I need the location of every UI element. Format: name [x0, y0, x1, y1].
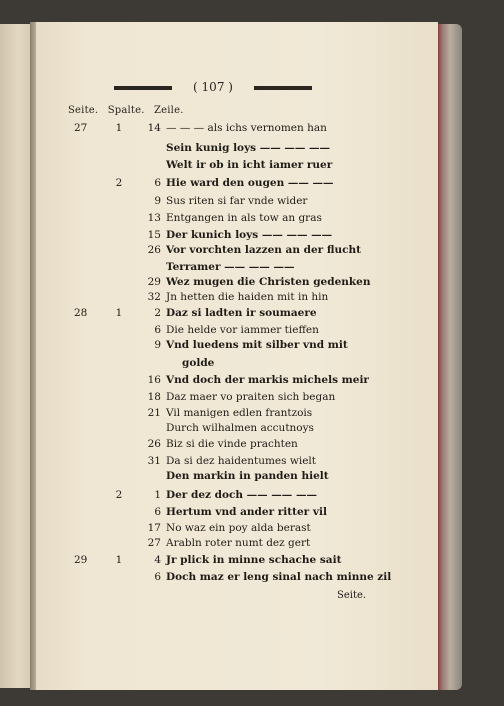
row-zeile: 18 — [147, 391, 161, 403]
index-row — [0, 339, 440, 356]
row-zeile: 6 — [154, 177, 161, 189]
row-zeile: 17 — [147, 522, 161, 534]
row-zeile: 26 — [147, 438, 161, 450]
row-seite: 29 — [74, 554, 88, 566]
row-text: Vnd doch der markis michels meir — [166, 374, 369, 386]
index-row — [0, 291, 440, 308]
row-text: No waz ein poy alda berast — [166, 522, 311, 534]
row-text: golde — [182, 357, 215, 369]
row-text: Daz si ladten ir soumaere — [166, 307, 317, 319]
index-row — [0, 159, 440, 176]
row-text: Welt ir ob in icht iamer ruer — [166, 159, 333, 171]
index-row — [0, 357, 440, 374]
row-text: Vor vorchten lazzen an der flucht — [166, 244, 361, 256]
row-spalte: 2 — [115, 177, 123, 189]
row-text: Vil manigen edlen frantzois — [166, 407, 313, 419]
row-text: Da si dez haidentumes wielt — [166, 455, 316, 467]
index-row — [0, 537, 440, 554]
index-row — [0, 177, 440, 194]
row-text: Entgangen in als tow an gras — [166, 212, 322, 224]
index-row — [0, 374, 440, 391]
index-row — [0, 195, 440, 212]
index-row — [0, 470, 440, 487]
row-spalte: 2 — [115, 489, 123, 501]
row-text: Terramer —— —— —— — [166, 261, 295, 273]
row-text: — — — als ichs vernomen han — [166, 122, 327, 134]
row-zeile: 2 — [154, 307, 161, 319]
row-zeile: 14 — [147, 122, 161, 134]
row-zeile: 26 — [147, 244, 161, 256]
row-zeile: 9 — [154, 195, 161, 207]
index-row — [0, 307, 440, 324]
index-row — [0, 554, 440, 571]
row-zeile: 15 — [147, 229, 161, 241]
row-text: Jn hetten die haiden mit in hin — [166, 291, 329, 303]
row-text: Vnd luedens mit silber vnd mit — [166, 339, 348, 351]
row-zeile: 6 — [154, 506, 161, 518]
header-seite: Seite. — [68, 105, 99, 116]
row-text: Der kunich loys —— —— —— — [166, 229, 333, 241]
row-text: Biz si die vinde prachten — [166, 438, 298, 450]
header-zeile: Zeile. — [154, 105, 184, 116]
row-text: Jr plick in minne schache sait — [166, 554, 342, 566]
row-zeile: 32 — [147, 291, 161, 303]
row-text: Doch maz er leng sinal nach minne zil — [166, 571, 392, 583]
header-rule-left — [114, 86, 172, 90]
column-headers — [68, 105, 184, 116]
index-row — [0, 244, 440, 261]
row-text: Sein kunig loys —— —— —— — [166, 142, 331, 154]
row-zeile: 29 — [147, 276, 161, 288]
row-text: Daz maer vo praiten sich began — [166, 391, 336, 403]
index-row — [0, 122, 440, 139]
row-text: Die helde vor iammer tieffen — [166, 324, 319, 336]
row-text: Hie ward den ougen —— —— — [166, 177, 334, 189]
row-zeile: 16 — [147, 374, 161, 386]
index-row — [0, 422, 440, 439]
row-text: Durch wilhalmen accutnoys — [166, 422, 314, 434]
row-zeile: 27 — [147, 537, 161, 549]
row-zeile: 1 — [154, 489, 161, 501]
index-row — [0, 391, 440, 408]
row-seite: 27 — [74, 122, 88, 134]
row-zeile: 31 — [147, 455, 161, 467]
row-zeile: 9 — [154, 339, 161, 351]
index-row — [0, 571, 440, 588]
header-spalte: Spalte. — [107, 105, 145, 116]
row-text: Sus riten si far vnde wider — [166, 195, 308, 207]
catchword: Seite. — [337, 590, 367, 601]
row-text: Hertum vnd ander ritter vil — [166, 506, 327, 518]
row-zeile: 6 — [154, 571, 161, 583]
row-zeile: 6 — [154, 324, 161, 336]
row-seite: 28 — [74, 307, 88, 319]
row-text: Den markin in panden hielt — [166, 470, 329, 482]
row-spalte: 1 — [115, 554, 123, 566]
index-row — [0, 438, 440, 455]
index-row — [0, 142, 440, 159]
index-row — [0, 506, 440, 523]
header-rule-right — [254, 86, 312, 90]
index-row — [0, 489, 440, 506]
row-zeile: 13 — [147, 212, 161, 224]
row-spalte: 1 — [115, 122, 123, 134]
row-spalte: 1 — [115, 307, 123, 319]
row-zeile: 4 — [154, 554, 161, 566]
row-zeile: 21 — [147, 407, 161, 419]
row-text: Wez mugen die Christen gedenken — [166, 276, 371, 288]
row-text: Arabln roter numt dez gert — [166, 537, 311, 549]
index-row — [0, 212, 440, 229]
page-number: ( 107 ) — [193, 80, 233, 94]
row-text: Der dez doch —— —— —— — [166, 489, 317, 501]
